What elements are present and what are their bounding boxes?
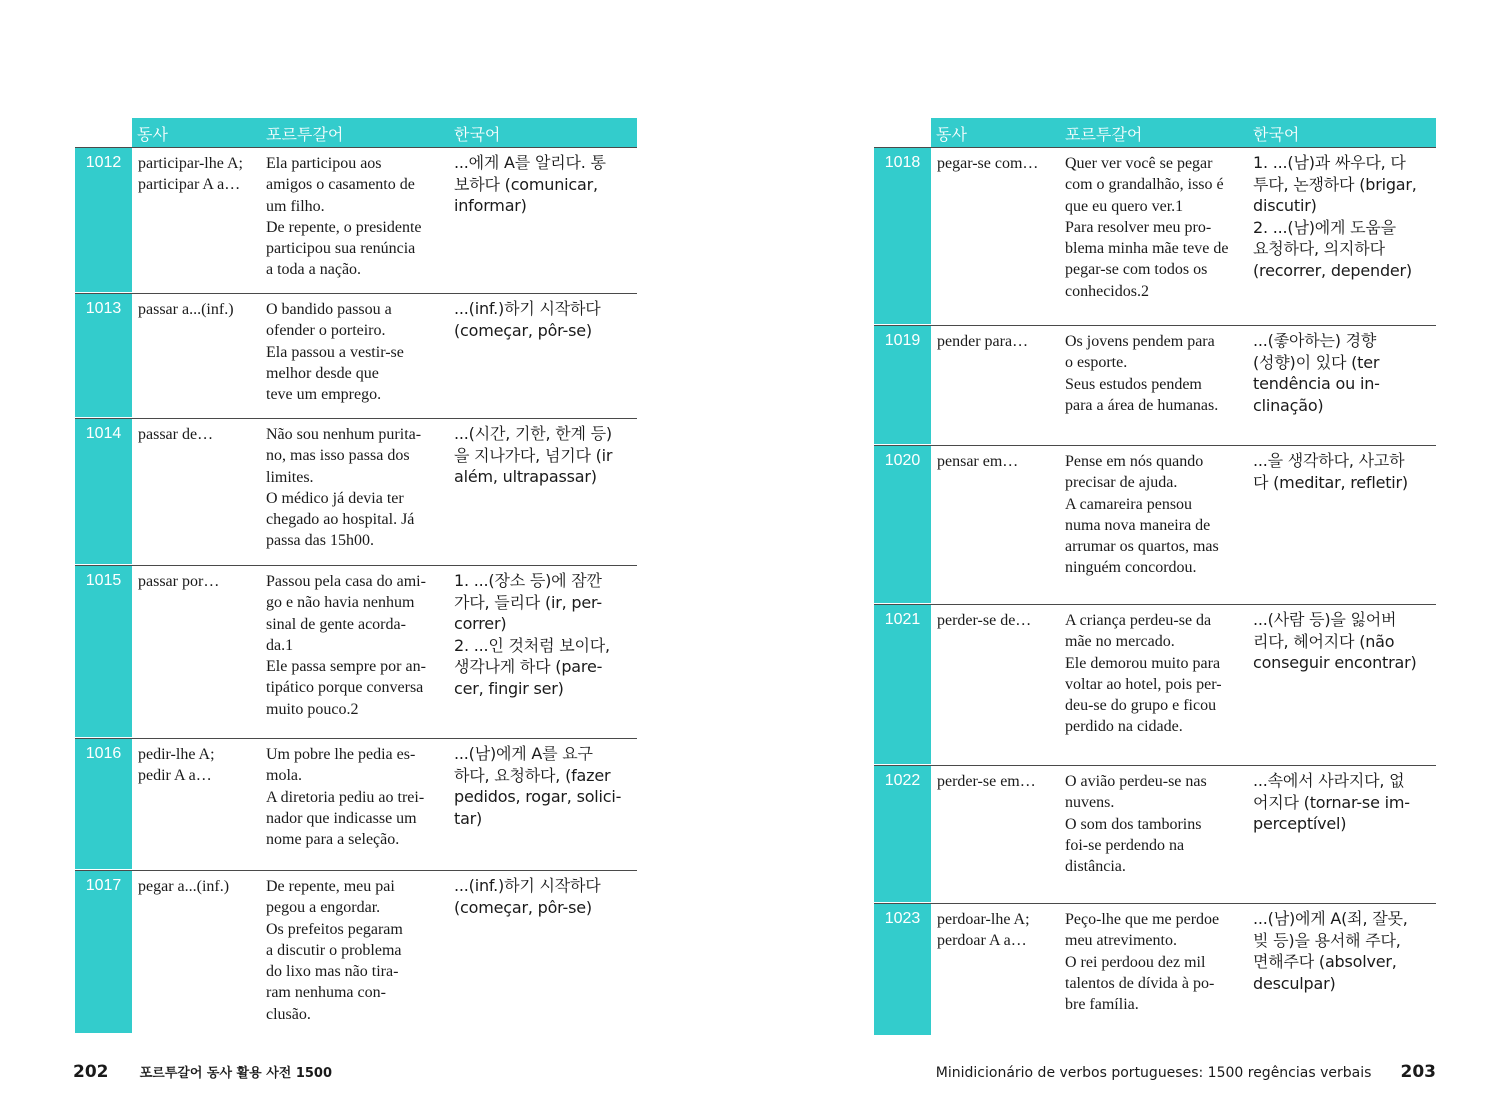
table-row	[874, 445, 1436, 603]
entry-verb: passar por…	[138, 573, 220, 590]
entry-korean-meaning: ...을 생각하다, 사고하 다 (meditar, refletir)	[1253, 451, 1408, 492]
entry-number: 1017	[75, 871, 132, 1033]
entry-korean-meaning: ...(좋아하는) 경향 (성향)이 있다 (ter tendência ou in- clinação)	[1253, 331, 1380, 415]
column-header-verb: 동사	[936, 125, 967, 144]
entry-number: 1016	[75, 739, 132, 869]
table-row	[874, 604, 1436, 764]
entry-korean-meaning: 1. ...(남)과 싸우다, 다 투다, 논쟁하다 (brigar, discutir) 2. ...(남)에게 도움을 요청하다, 의지하다 (recorrer, depender)	[1253, 153, 1417, 280]
table-row	[75, 293, 637, 417]
entry-verb: pegar a...(inf.)	[138, 878, 230, 895]
page-number: 202	[73, 1062, 109, 1082]
table-row	[75, 870, 637, 1033]
entry-portuguese-example: Peço-lhe que me perdoe meu atrevimento. O rei perdoou dez mil talentos de dívida à po- bre família.	[1065, 911, 1220, 1014]
entry-portuguese-example: Um pobre lhe pedia es- mola. A diretoria pediu ao trei- nador que indicasse um nome para a seleção.	[266, 746, 425, 849]
column-header-portuguese: 포르투갈어	[266, 125, 344, 144]
column-header-portuguese: 포르투갈어	[1065, 125, 1143, 144]
entry-number: 1020	[874, 446, 931, 603]
column-header-korean: 한국어	[454, 125, 501, 144]
entry-verb: pegar-se com…	[937, 155, 1039, 172]
entry-number: 1014	[75, 419, 132, 564]
entry-number: 1015	[75, 566, 132, 737]
entry-portuguese-example: De repente, meu pai pegou a engordar. Os prefeitos pegaram a discutir o problema do lixo mas não tira- ram nenhuma con- clusão.	[266, 878, 403, 1023]
entry-portuguese-example: Quer ver você se pegar com o grandalhão, isso é que eu quero ver.1 Para resolver meu pro- blema minha mãe teve de pegar-se com todos os conhecidos.2	[1065, 155, 1229, 300]
column-header-verb: 동사	[137, 125, 168, 144]
left-page	[75, 118, 637, 1023]
table-row	[874, 325, 1436, 444]
entry-number: 1019	[874, 326, 931, 444]
page-number: 203	[1400, 1062, 1436, 1082]
entry-korean-meaning: ...(남)에게 A(죄, 잘못, 빚 등)을 용서해 주다, 면해주다 (absolver, desculpar)	[1253, 909, 1408, 993]
table-row	[75, 565, 637, 737]
entry-number: 1022	[874, 766, 931, 902]
entry-portuguese-example: Ela participou aos amigos o casamento de um filho. De repente, o presidente participou sua renúncia a toda a nação.	[266, 155, 422, 279]
right-page-footer	[936, 1062, 1436, 1082]
table-row	[874, 903, 1436, 1035]
entry-verb: passar de…	[138, 426, 214, 443]
entry-korean-meaning: ...(남)에게 A를 요구 하다, 요청하다, (fazer pedidos, rogar, solici- tar)	[454, 744, 622, 828]
entry-korean-meaning: ...(사람 등)을 잃어버 리다, 헤어지다 (não conseguir encontrar)	[1253, 610, 1417, 673]
table-row	[75, 418, 637, 564]
entry-portuguese-example: Os jovens pendem para o esporte. Seus estudos pendem para a área de humanas.	[1065, 333, 1219, 414]
table-row	[874, 765, 1436, 902]
entry-verb: participar-lhe A; participar A a…	[138, 155, 243, 194]
entry-verb: perdoar-lhe A; perdoar A a…	[937, 911, 1030, 950]
entry-portuguese-example: Pense em nós quando precisar de ajuda. A camareira pensou numa nova maneira de arrumar os quartos, mas ninguém concordou.	[1065, 453, 1219, 577]
entry-portuguese-example: O avião perdeu-se nas nuvens. O som dos tamborins foi-se perdendo na distância.	[1065, 773, 1207, 876]
entry-number: 1018	[874, 148, 931, 324]
entry-verb: perder-se de…	[937, 612, 1032, 629]
entry-verb: pender para…	[937, 333, 1029, 350]
entry-korean-meaning: ...속에서 사라지다, 없 어지다 (tornar-se im- perceptível)	[1253, 771, 1410, 834]
book-title-korean: 포르투갈어 동사 활용 사전 1500	[139, 1066, 333, 1081]
entry-verb: perder-se em…	[937, 773, 1036, 790]
column-header-korean: 한국어	[1253, 125, 1300, 144]
table-row	[75, 147, 637, 292]
table-header	[132, 118, 637, 147]
entry-verb: passar a...(inf.)	[138, 301, 234, 318]
entry-number: 1012	[75, 148, 132, 292]
entry-number: 1023	[874, 904, 931, 1035]
left-page-footer	[73, 1062, 332, 1082]
entry-portuguese-example: O bandido passou a ofender o porteiro. Ela passou a vestir-se melhor desde que teve um emprego.	[266, 301, 404, 404]
entry-portuguese-example: Passou pela casa do ami- go e não havia nenhum sinal de gente acorda- da.1 Ele passa sempre por an- tipático porque conversa muito pouco.2	[266, 573, 426, 718]
table-row	[75, 738, 637, 869]
entry-number: 1021	[874, 605, 931, 764]
right-page	[874, 118, 1436, 1014]
entry-korean-meaning: ...(inf.)하기 시작하다 (começar, pôr-se)	[454, 876, 601, 917]
entry-portuguese-example: Não sou nenhum purita- no, mas isso passa dos limites. O médico já devia ter chegado ao hospital. Já passa das 15h00.	[266, 426, 422, 550]
entry-verb: pedir-lhe A; pedir A a…	[138, 746, 215, 785]
entry-korean-meaning: ...(inf.)하기 시작하다 (começar, pôr-se)	[454, 299, 601, 340]
entry-number: 1013	[75, 294, 132, 417]
book-title-portuguese: Minidicionário de verbos portugueses: 1500 regências verbais	[935, 1065, 1372, 1081]
entry-portuguese-example: A criança perdeu-se da mãe no mercado. Ele demorou muito para voltar ao hotel, pois per- deu-se do grupo e ficou perdido na cidade.	[1065, 612, 1222, 736]
entry-korean-meaning: ...에게 A를 알리다. 통 보하다 (comunicar, informar)	[454, 153, 606, 216]
table-row	[874, 147, 1436, 324]
entry-korean-meaning: 1. ...(장소 등)에 잠깐 가다, 들리다 (ir, per- correr) 2. ...인 것처럼 보이다, 생각나게 하다 (pare- cer, fingir ser)	[454, 571, 610, 698]
entry-korean-meaning: ...(시간, 기한, 한계 등) 을 지나가다, 넘기다 (ir além, ultrapassar)	[454, 424, 613, 487]
table-header	[931, 118, 1436, 147]
entry-verb: pensar em…	[937, 453, 1019, 470]
